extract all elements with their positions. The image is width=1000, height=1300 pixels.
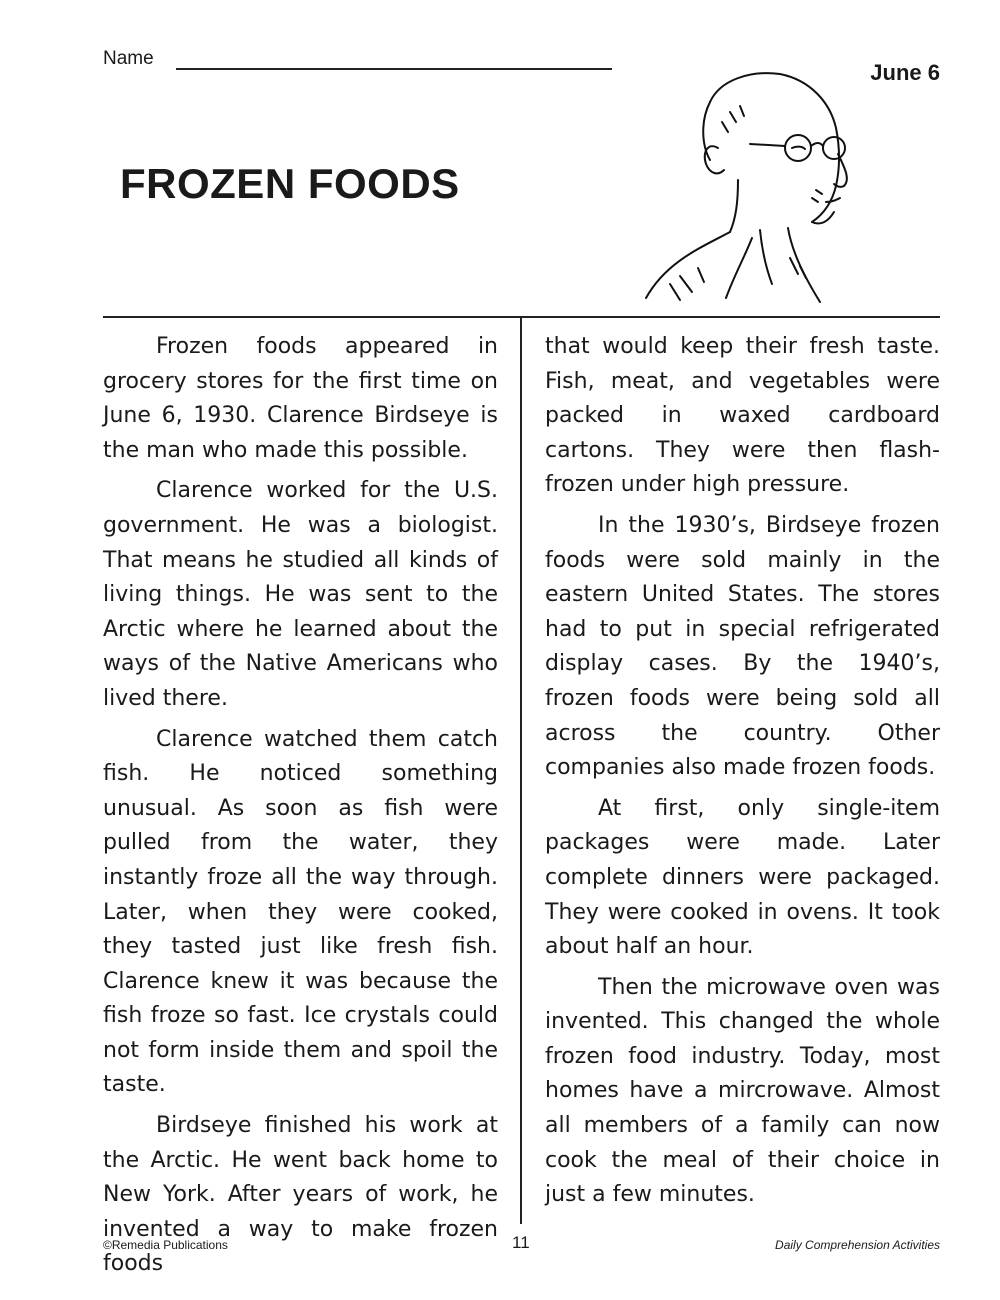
footer-publisher: ©Remedia Publications	[103, 1238, 228, 1252]
date-label: June 6	[870, 60, 940, 85]
paragraph: Clarence watched them catch fish. He noticed something unusual. As soon as fish were pulled from the water, they instantly froze all the way through. Later, when they were cooked, they tasted just like fresh fish. Clarence knew it was because the fish froze so fast. Ice crystals could not form inside them and spoil the taste.	[103, 726, 498, 1098]
page-number: 11	[512, 1233, 530, 1252]
paragraph: In the 1930’s, Birdseye frozen foods were sold mainly in the eastern United States. The stores had to put in special refrigerated display cases. By the 1940’s, frozen foods were being sold all across the country. Other companies also made frozen foods.	[545, 512, 940, 781]
paragraph: Frozen foods appeared in grocery stores for the first time on June 6, 1930. Clarence Birdseye is the man who made this possible.	[103, 334, 498, 463]
page-title: FROZEN FOODS	[120, 160, 460, 207]
paragraph: At first, only single-item packages were made. Later complete dinners were packaged. They were cooked in ovens. It took about half an hour.	[545, 795, 940, 960]
paragraph: Then the microwave oven was invented. This changed the whole frozen food industry. Today, most homes have a mircrowave. Almost all members of a family can now cook the meal of their choice in just a few minutes.	[545, 974, 940, 1208]
paragraph: Clarence worked for the U.S. government. He was a biologist. That means he studied all kinds of living things. He was sent to the Arctic where he learned about the ways of the Native Americans who lived there.	[103, 478, 498, 711]
paragraph: Birdseye finished his work at the Arctic. He went back home to New York. After years of work, he invented a way to make frozen foods	[103, 1113, 498, 1277]
article-left-column	[103, 330, 498, 1288]
paragraph: that would keep their fresh taste. Fish, meat, and vegetables were packed in waxed cardboard cartons. They were then flash-frozen under high pressure.	[545, 334, 940, 498]
article-right-column	[545, 330, 940, 1219]
name-line[interactable]	[176, 68, 612, 70]
portrait-illustration	[640, 62, 865, 307]
column-divider	[520, 316, 522, 1224]
footer-book-title: Daily Comprehension Activities	[775, 1238, 940, 1252]
name-label: Name	[103, 48, 154, 69]
